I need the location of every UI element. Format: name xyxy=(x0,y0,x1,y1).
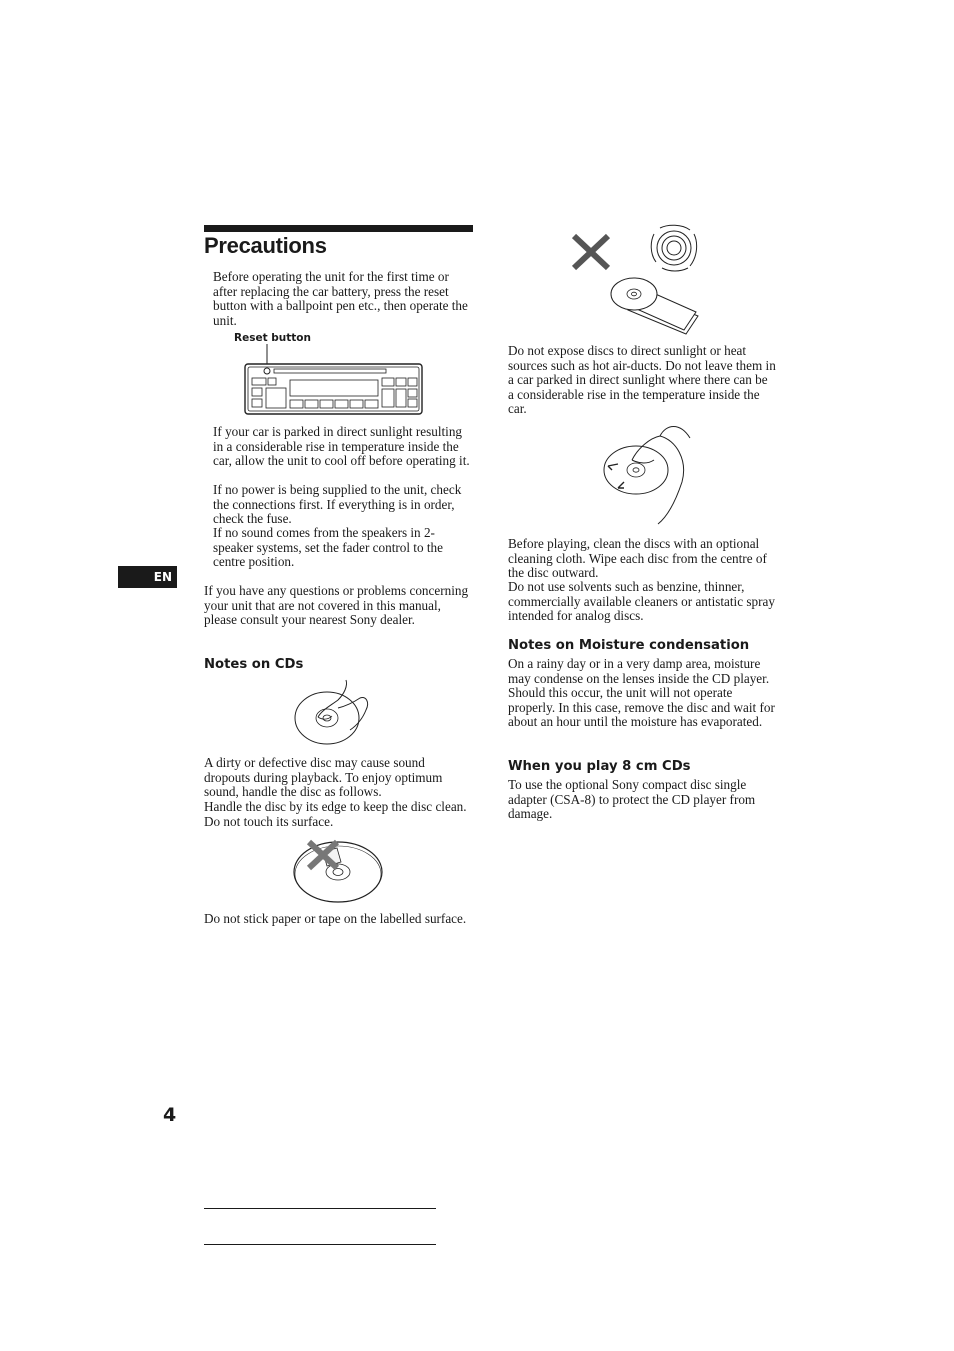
footer-rule-bottom xyxy=(204,1244,436,1245)
page-number: 4 xyxy=(163,1104,177,1126)
notes-cds-heading: Notes on CDs xyxy=(204,657,304,672)
moisture-heading: Notes on Moisture condensation xyxy=(508,638,750,653)
page-title: Precautions xyxy=(204,233,327,258)
solvents-text: Do not use solvents such as benzine, thinner, commercially available cleaners or antistatic spray intended for analog discs. xyxy=(508,579,775,623)
language-tab: EN xyxy=(118,566,177,588)
no-power-text: If no power is being supplied to the unit, check the connections first. If everything is in order, check the fuse. xyxy=(213,482,462,526)
footer-rule-top xyxy=(204,1208,436,1209)
no-stick-text: Do not stick paper or tape on the labelled surface. xyxy=(204,911,467,926)
no-sound-text: If no sound comes from the speakers in 2-speaker systems, set the fader control to the centre position. xyxy=(213,525,443,569)
handle-disc-text: Handle the disc by its edge to keep the disc clean. Do not touch its surface. xyxy=(204,799,467,829)
moisture-text: On a rainy day or in a very damp area, moisture may condense on the lenses inside the CD player. Should this occur, the unit will not operate properly. In this case, remove the disc and wait for about an hour until the moisture has evaporated. xyxy=(508,656,775,729)
dirty-disc-text: A dirty or defective disc may cause sound dropouts during playback. To enjoy optimum sound, handle the disc as follows. xyxy=(204,755,443,799)
parked-text: If your car is parked in direct sunlight resulting in a considerable rise in temperature inside the car, allow the unit to cool off before operating it. xyxy=(213,424,470,468)
questions-text: If you have any questions or problems concerning your unit that are not covered in this manual, please consult your nearest Sony dealer. xyxy=(204,583,469,627)
cleaning-disc-illustration xyxy=(602,420,696,526)
intro-text: Before operating the unit for the first time or after replacing the car battery, press the reset button with a ballpoint pen etc., then operate the unit. xyxy=(213,269,468,328)
reset-button-label: Reset button xyxy=(234,332,311,344)
car-stereo-illustration xyxy=(244,344,424,416)
clean-text: Before playing, clean the discs with an optional cleaning cloth. Wipe each disc from the centre of the disc outward. xyxy=(508,536,767,580)
hand-holding-disc-illustration xyxy=(294,680,374,746)
sunlight-discs-illustration xyxy=(570,224,705,336)
title-bar xyxy=(204,225,473,232)
eight-cm-text: To use the optional Sony compact disc single adapter (CSA-8) to protect the CD player from damage. xyxy=(508,777,756,821)
sunlight-text: Do not expose discs to direct sunlight or heat sources such as hot air-ducts. Do not leave them in a car parked in direct sunlight where there can be a considerable rise in the temperature inside the car. xyxy=(508,343,776,416)
disc-no-tape-illustration xyxy=(293,838,385,904)
eight-cm-heading: When you play 8 cm CDs xyxy=(508,759,691,774)
